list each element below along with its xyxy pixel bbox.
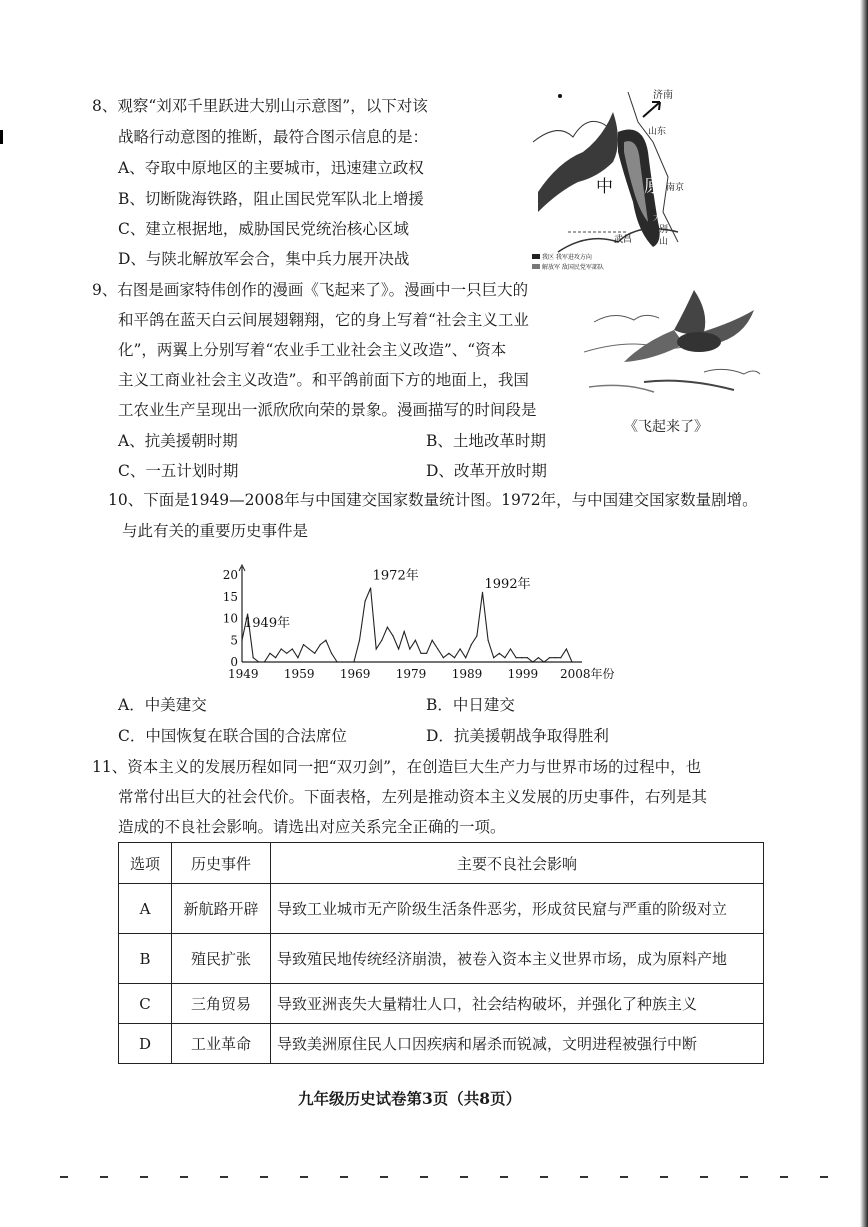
x-tick-label: 1969 <box>339 667 371 681</box>
q10-stem-line1: 10、下面是1949—2008年与中国建交国家数量统计图。1972年，与中国建交国家数量剧增。 <box>108 491 758 509</box>
q9-cartoon-caption: 《飞起来了》 <box>624 419 708 435</box>
y-tick-label: 0 <box>230 655 238 669</box>
data-point <box>409 648 410 649</box>
data-point <box>454 657 455 658</box>
q9-option-d: D、改革开放时期 <box>426 462 547 480</box>
page-footer: 九年级历史试卷第3页（共8页） <box>298 1089 522 1108</box>
x-tick-label: 1999 <box>507 667 539 681</box>
data-point <box>353 661 354 662</box>
q9-cartoon-dove <box>584 282 762 400</box>
data-point <box>247 614 248 615</box>
q11-stem-line1: 11、资本主义的发展历程如同一把“双刃剑”，在创造巨大生产力与世界市场的过程中，也 <box>92 758 702 776</box>
data-point <box>448 653 449 654</box>
data-point <box>314 653 315 654</box>
data-point <box>348 661 349 662</box>
q10-option-c: C．中国恢复在联合国的合法席位 <box>118 727 347 745</box>
q10-option-b: B．中日建交 <box>426 696 515 714</box>
data-point <box>381 640 382 641</box>
data-point <box>555 657 556 658</box>
data-point <box>370 587 371 588</box>
data-point <box>398 648 399 649</box>
map-legend-2: 解放军 敌国民党军部队 <box>542 264 604 271</box>
table-cell-impact: 导致亚洲丧失大量精壮人口，社会结构破坏，并强化了种族主义 <box>271 984 764 1024</box>
q8-stem-line2: 战略行动意图的推断，最符合图示信息的是： <box>118 128 429 146</box>
q8-option-b: B、切断陇海铁路，阻止国民党军队北上增援 <box>118 190 424 208</box>
data-point <box>331 653 332 654</box>
data-point <box>538 657 539 658</box>
data-point <box>241 640 242 641</box>
q10-option-a: A．中美建交 <box>118 696 207 714</box>
data-point <box>571 661 572 662</box>
x-tick-label: 1949 <box>228 667 259 681</box>
data-point <box>532 661 533 662</box>
data-point <box>303 644 304 645</box>
map-label-jinan: 济南 <box>653 90 673 101</box>
map-label-nanjing: 南京 <box>666 183 685 193</box>
x-tick-label: 2008年份 <box>560 667 615 681</box>
data-point <box>488 640 489 641</box>
q10-option-d: D．抗美援朝战争取得胜利 <box>426 727 609 745</box>
map-label-shandong: 山东 <box>648 127 667 137</box>
map-label-da: 大 <box>653 213 663 223</box>
data-point <box>292 648 293 649</box>
data-point <box>426 653 427 654</box>
table-cell-option: C <box>119 984 172 1024</box>
data-point <box>253 657 254 658</box>
data-point <box>420 653 421 654</box>
data-point <box>515 657 516 658</box>
data-point <box>404 631 405 632</box>
y-tick-label: 15 <box>222 589 238 604</box>
data-point <box>264 661 265 662</box>
map-label-zhong: 中 <box>596 177 613 197</box>
data-point <box>549 657 550 658</box>
data-point <box>297 657 298 658</box>
table-cell-event: 工业革命 <box>172 1024 271 1064</box>
map-label-shan: 山 <box>659 237 669 247</box>
table-cell-option: B <box>119 934 172 984</box>
q9-stem-line1: 9、右图是画家特伟创作的漫画《飞起来了》。漫画中一只巨大的 <box>92 281 529 299</box>
x-tick-label: 1979 <box>395 667 427 681</box>
q10-stem-line2: 与此有关的重要历史事件是 <box>122 522 309 540</box>
map-label-wuchang: 武昌 <box>614 235 633 245</box>
table-row <box>119 934 764 984</box>
q11-table <box>118 842 764 1064</box>
q8-stem-line1: 8、观察“刘邓千里跃进大别山示意图”，以下对该 <box>92 97 428 115</box>
annotation-label: 1972年 <box>372 568 419 584</box>
data-point <box>476 635 477 636</box>
q9-stem-line3: 化”，两翼上分别写着“农业手工业社会主义改造”、“资本 <box>118 341 507 359</box>
annotation-label: 1949年 <box>244 616 291 632</box>
table-cell-impact: 导致殖民地传统经济崩溃，被卷入资本主义世界市场，成为原料产地 <box>271 934 764 984</box>
scan-edge-right <box>860 0 868 1227</box>
y-tick-label: 5 <box>230 633 238 648</box>
data-point <box>437 648 438 649</box>
data-point <box>336 661 337 662</box>
q9-stem-line2: 和平鸽在蓝天白云间展翅翱翔，它的身上写着“社会主义工业 <box>118 311 529 329</box>
scan-noise <box>60 1176 840 1178</box>
data-point <box>309 648 310 649</box>
data-point <box>376 648 377 649</box>
q9-option-a: A、抗美援朝时期 <box>118 432 238 450</box>
data-point <box>560 657 561 658</box>
map-label-bie: 别 <box>659 225 669 235</box>
q8-option-a: A、夺取中原地区的主要城市，迅速建立政权 <box>118 159 424 177</box>
data-point <box>275 657 276 658</box>
data-point <box>510 648 511 649</box>
data-point <box>527 657 528 658</box>
data-point <box>415 640 416 641</box>
q11-stem-line3: 造成的不良社会影响。请选出对应关系完全正确的一项。 <box>118 818 506 836</box>
data-point <box>342 661 343 662</box>
data-point <box>359 640 360 641</box>
q9-stem-line4: 主义工商业社会主义改造”。和平鸽前面下方的地面上，我国 <box>118 371 529 389</box>
table-header-impact: 主要不良社会影响 <box>271 843 764 884</box>
q8-option-d: D、与陕北解放军会合，集中兵力展开决战 <box>118 250 410 268</box>
data-point <box>521 657 522 658</box>
q11-stem-line2: 常常付出巨大的社会代价。下面表格，左列是推动资本主义发展的历史事件，右列是其 <box>118 788 708 806</box>
data-point <box>325 640 326 641</box>
table-cell-event: 新航路开辟 <box>172 884 271 934</box>
table-cell-event: 三角贸易 <box>172 984 271 1024</box>
data-point <box>471 644 472 645</box>
q9-stem-line5: 工农业生产呈现出一派欣欣向荣的景象。漫画描写的时间段是 <box>118 401 537 419</box>
data-point <box>286 653 287 654</box>
data-point <box>504 657 505 658</box>
data-point <box>432 640 433 641</box>
data-point <box>460 648 461 649</box>
map-legend-1: 我区 我军进攻方向 <box>542 254 592 261</box>
table-row <box>119 984 764 1024</box>
x-tick-label: 1989 <box>451 667 483 681</box>
data-point <box>443 657 444 658</box>
data-point <box>493 657 494 658</box>
table-cell-option: D <box>119 1024 172 1064</box>
table-row <box>119 884 764 934</box>
scan-mark-left <box>0 130 3 144</box>
table-cell-event: 殖民扩张 <box>172 934 271 984</box>
q9-option-c: C、一五计划时期 <box>118 462 239 480</box>
table-row <box>119 1024 764 1064</box>
x-tick-label: 1959 <box>283 667 315 681</box>
data-point <box>387 627 388 628</box>
table-header-event: 历史事件 <box>172 843 271 884</box>
q10-line-chart <box>212 560 642 690</box>
y-tick-label: 10 <box>222 611 238 626</box>
data-point <box>364 601 365 602</box>
data-point <box>465 657 466 658</box>
data-point <box>269 653 270 654</box>
data-point <box>499 653 500 654</box>
y-tick-label: 20 <box>222 568 238 582</box>
data-point <box>566 648 567 649</box>
data-point <box>258 661 259 662</box>
data-point <box>320 644 321 645</box>
table-cell-impact: 导致美洲原住民人口因疾病和屠杀而锐减，文明进程被强行中断 <box>271 1024 764 1064</box>
table-header-row <box>119 843 764 884</box>
data-point <box>281 648 282 649</box>
data-point <box>392 635 393 636</box>
data-point <box>543 661 544 662</box>
table-cell-option: A <box>119 884 172 934</box>
q8-option-c: C、建立根据地，威胁国民党统治核心区域 <box>118 220 409 238</box>
annotation-label: 1992年 <box>484 577 531 593</box>
data-point <box>482 592 483 593</box>
series-line <box>242 588 572 662</box>
map-label-yuan: 原 <box>644 177 661 197</box>
table-cell-impact: 导致工业城市无产阶级生活条件恶劣，形成贫民窟与严重的阶级对立 <box>271 884 764 934</box>
table-header-option: 选项 <box>119 843 172 884</box>
q9-option-b: B、土地改革时期 <box>426 432 546 450</box>
q8-map-figure <box>528 82 686 274</box>
